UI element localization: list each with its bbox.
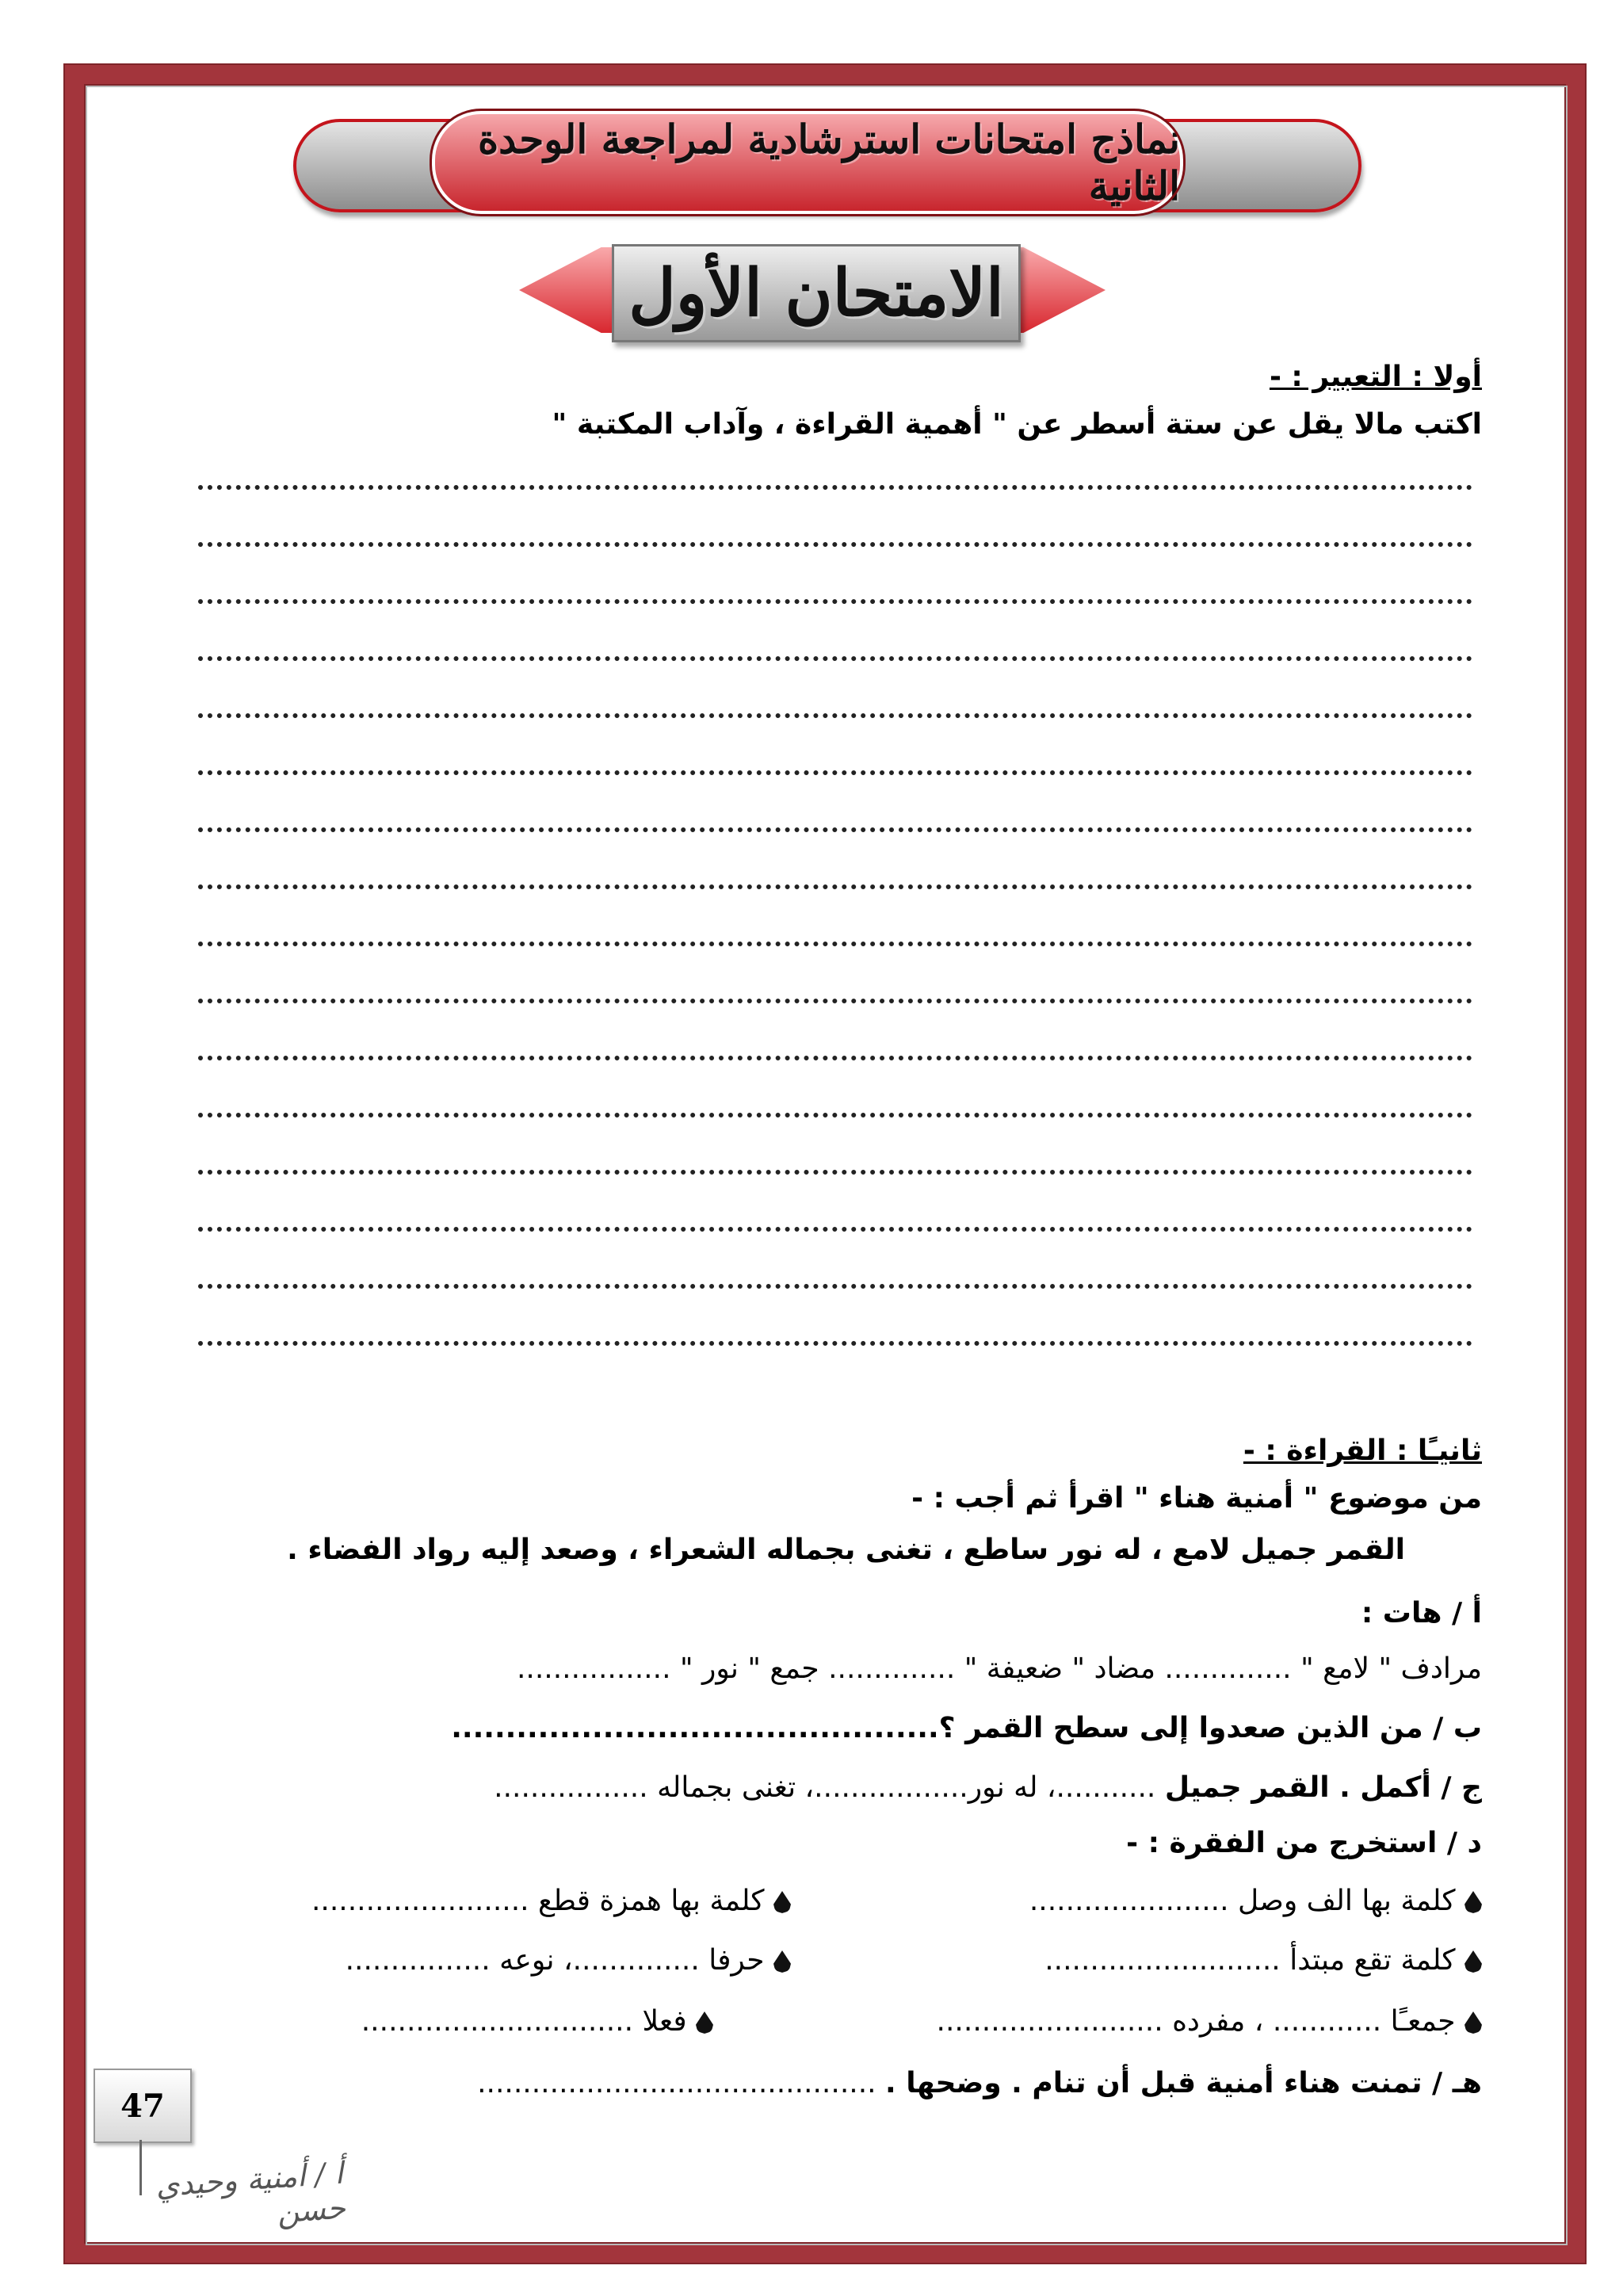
exam-title: الامتحان الأول (628, 255, 1004, 331)
extract-row-1-left[interactable] (311, 1885, 791, 1917)
writing-line[interactable] (198, 770, 1472, 775)
author-signature: أ / أمنية وحيدي حسن (154, 2155, 347, 2230)
writing-line[interactable] (198, 1227, 1472, 1232)
extract-item[interactable]: كلمة تقع مبتدأ .......................... (1044, 1944, 1456, 1977)
extract-item[interactable]: حرفا ..............، نوعه ................ (345, 1944, 765, 1977)
extract-row-2-left[interactable] (346, 1944, 791, 1977)
question-e[interactable] (477, 2067, 1482, 2099)
header-banner (432, 111, 1183, 214)
reading-passage: القمر جميل لامع ، له نور ساطع ، تغنى بجماله الشعراء ، وصعد إليه رواد الفضاء . (287, 1534, 1405, 1566)
exam-title-box (612, 244, 1021, 342)
drop-bullet-icon (1465, 1950, 1482, 1973)
writing-line[interactable] (198, 1341, 1472, 1346)
question-e-blank[interactable]: ............................................ (477, 2067, 886, 2099)
question-c[interactable] (494, 1771, 1482, 1804)
writing-line[interactable] (198, 1113, 1472, 1117)
section1-prompt: اكتب مالا يقل عن ستة أسطر عن " أهمية القراءة ، وآداب المكتبة " (552, 408, 1482, 441)
drop-bullet-icon (1465, 2011, 1482, 2034)
extract-row-3-right[interactable] (937, 2005, 1482, 2038)
question-c-blanks[interactable]: ...........، له نور.................، تغنى بجماله ................. (494, 1771, 1165, 1804)
writing-line[interactable] (198, 1056, 1472, 1060)
writing-line[interactable] (198, 999, 1472, 1003)
writing-line[interactable] (198, 942, 1472, 946)
section1-heading: أولا : التعبير : - (1269, 361, 1482, 393)
writing-line[interactable] (198, 1284, 1472, 1289)
extract-item[interactable]: كلمة بها الف وصل ...................... (1029, 1885, 1456, 1917)
writing-line[interactable] (198, 827, 1472, 832)
extract-item[interactable]: فعلا .............................. (361, 2005, 687, 2038)
page-number: 47 (94, 2069, 192, 2143)
question-a-items[interactable]: مرادف " لامع " .............. مضاد " ضعيفة " .............. جمع " نور " ................. (516, 1652, 1482, 1685)
extract-item[interactable]: كلمة بها همزة قطع ........................ (311, 1885, 765, 1917)
extract-row-3-left[interactable] (361, 2005, 713, 2038)
writing-line[interactable] (198, 1170, 1472, 1175)
header-banner-text: نماذج امتحانات استرشادية لمراجعة الوحدة الثانية (477, 116, 1180, 209)
extract-row-2-right[interactable] (1044, 1944, 1482, 1977)
drop-bullet-icon (773, 1891, 791, 1913)
question-a: أ / هات : (1361, 1597, 1482, 1629)
writing-line[interactable] (198, 884, 1472, 889)
drop-bullet-icon (1465, 1891, 1482, 1913)
extract-row-1-right[interactable] (1029, 1885, 1482, 1917)
question-b[interactable]: ب / من الذين صعدوا إلى سطح القمر ؟............................................. (451, 1712, 1482, 1744)
question-c-label: ج / أكمل . القمر جميل (1164, 1771, 1482, 1804)
section2-heading: ثانيـًا : القراءة : - (1243, 1435, 1482, 1467)
question-e-label: هـ / تمنت هناء أمنية قبل أن تنام . وضحها . (885, 2067, 1482, 2099)
writing-line[interactable] (198, 656, 1472, 661)
writing-line[interactable] (198, 599, 1472, 604)
drop-bullet-icon (773, 1950, 791, 1973)
writing-line[interactable] (198, 542, 1472, 547)
drop-bullet-icon (696, 2011, 713, 2034)
writing-line[interactable] (198, 713, 1472, 718)
extract-item[interactable]: جمعـًا ............ ، مفرده ......................... (936, 2005, 1456, 2038)
question-d: د / استخرج من الفقرة : - (1126, 1827, 1482, 1859)
section2-intro: من موضوع " أمنية هناء " اقرأ ثم أجب : - (911, 1482, 1482, 1515)
writing-line[interactable] (198, 485, 1472, 490)
